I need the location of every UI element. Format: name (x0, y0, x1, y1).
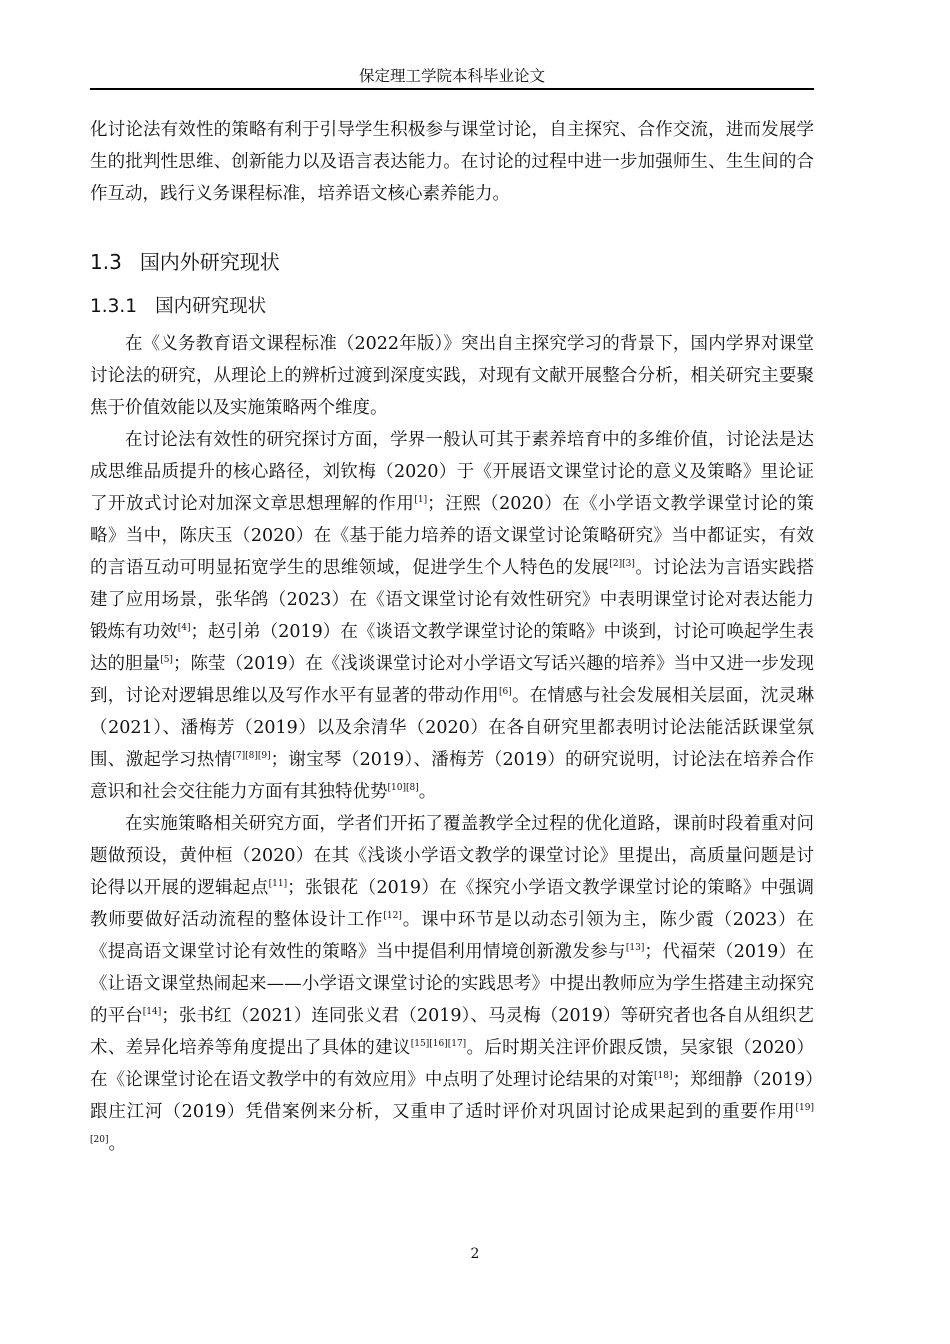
header-rule (90, 88, 814, 90)
subsection-heading (90, 292, 814, 322)
text-run: ；郑细静（2019）跟庄江河（2019）凭借案例来分析，又重申了适时评价对巩固讨论成果起到的重要作用 (90, 1070, 814, 1122)
citation-marker: [15][16][17] (410, 1039, 467, 1049)
text-run: ；陈莹（2019）在《浅谈课堂讨论对小学语文写话兴趣的培养》当中又进一步发现到，讨论对逻辑思维以及写作水平有显著的带动作用 (90, 654, 814, 706)
citation-marker: [12] (383, 911, 402, 921)
paragraph-intro: 在《义务教育语文课程标准（2022年版）》突出自主探究学习的背景下，国内学界对课堂讨论法的研究，从理论上的辨析过渡到深度实践，对现有文献开展整合分析，相关研究主要聚焦于价值效能以及实施策略两个维度。 (90, 334, 814, 418)
citation-marker: [6] (498, 687, 512, 697)
text-run: ；汪熙（2020）在《小学语文教学课堂讨论的策略》当中，陈庆玉（2020）在《基于能力培养的语文课堂讨论策略研究》当中都证实，有效的言语互动可明显拓宽学生的思维领域，促进学生个人特色的发展 (90, 494, 814, 578)
text-run: 。在情感与社会发展相关层面，沈灵琳（2021）、潘梅芳（2019）以及余清华（2020）在各自研究里都表明讨论法能活跃课堂氛围、激起学习热情 (90, 686, 814, 770)
text-run: 。课中环节是以动态引领为主，陈少霞（2023）在《提高语文课堂讨论有效性的策略》当中提倡利用情境创新激发参与 (90, 910, 814, 962)
text-run: 。讨论法为言语实践搭建了应用场景，张华鸽（2023）在《语文课堂讨论有效性研究》中表明课堂讨论对表达能力锻炼有功效 (90, 558, 815, 642)
paragraph-continued: 化讨论法有效性的策略有利于引导学生积极参与课堂讨论，自主探究、合作交流，进而发展学生的批判性思维、创新能力以及语言表达能力。在讨论的过程中进一步加强师生、生生间的合作互动，践行义务课程标准，培养语文核心素养能力。 (90, 120, 814, 204)
text-run: 在实施策略相关研究方面，学者们开拓了覆盖教学全过程的优化道路，课前时段着重对问题做预设，黄仲桓（2020）在其《浅谈小学语文教学的课堂讨论》里提出，高质量问题是讨论得以开展的逻辑起点 (90, 814, 814, 898)
text-run: ；谢宝琴（2019）、潘梅芳（2019）的研究说明，讨论法在培养合作意识和社会交往能力方面有其独特优势 (90, 750, 815, 802)
citation-marker: [4] (177, 623, 191, 633)
citation-marker: [14] (142, 1007, 162, 1017)
citation-marker: [19][20] (90, 1103, 814, 1145)
text-run: ；赵引弟（2019）在《谈语文教学课堂讨论的策略》中谈到，讨论可唤起学生表达的胆量 (90, 622, 814, 674)
subsection-title: 国内研究现状 (155, 296, 267, 317)
text-run: ；张书红（2021）连同张义君（2019）、马灵梅（2019）等研究者也各自从组织艺术、差异化培养等角度提出了具体的建议 (90, 1006, 815, 1058)
section-number: 1.3 (90, 250, 122, 274)
running-header: 保定理工学院本科毕业论文 (358, 67, 545, 85)
text-run: 。 (108, 1134, 126, 1154)
page-number: 2 (470, 1246, 480, 1262)
text-run: ；张银花（2019）在《探究小学语文教学课堂讨论的策略》中强调教师要做好活动流程的整体设计工作 (90, 878, 814, 930)
citation-marker: [5] (160, 655, 173, 665)
citation-marker: [10][8] (387, 783, 419, 793)
citation-marker: [7][8][9] (232, 751, 271, 761)
paragraph-effectiveness (90, 424, 814, 808)
citation-marker: [11] (268, 879, 288, 889)
section-heading (90, 246, 814, 278)
citation-marker: [18] (653, 1071, 673, 1081)
paragraph-strategies (90, 808, 814, 1160)
citation-marker: [1] (414, 495, 428, 505)
section-title: 国内外研究现状 (139, 250, 280, 274)
subsection-number: 1.3.1 (90, 296, 138, 317)
text-run: 在讨论法有效性的研究探讨方面，学界一般认可其于素养培育中的多维价值，讨论法是达成思维品质提升的核心路径，刘钦梅（2020）于《开展语文课堂讨论的意义及策略》里论证了开放式讨论对加深文章思想理解的作用 (90, 430, 814, 514)
document-body (90, 114, 814, 1160)
citation-marker: [13] (625, 943, 645, 953)
citation-marker: [2][3] (609, 559, 635, 569)
text-run: 。后时期关注评价跟反馈，吴家银（2020）在《论课堂讨论在语文教学中的有效应用》中点明了处理讨论结果的对策 (90, 1038, 814, 1090)
text-run: 。 (418, 782, 437, 802)
text-run: ；代福荣（2019）在《让语文课堂热闹起来——小学语文课堂讨论的实践思考》中提出教师应为学生搭建主动探究的平台 (90, 942, 814, 1026)
